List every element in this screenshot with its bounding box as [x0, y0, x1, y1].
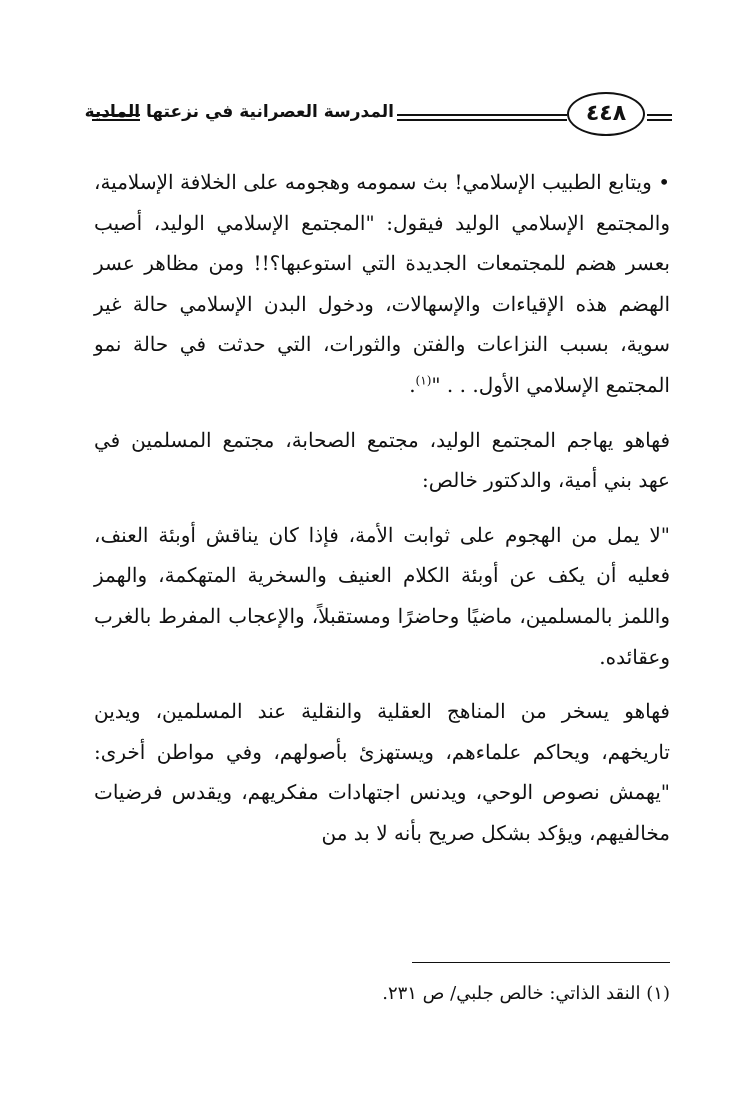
running-header [84, 88, 672, 140]
footnote-reference: (١) [415, 373, 432, 388]
footnote: (١) النقد الذاتي: خالص جلبي/ ص ٢٣١. [382, 983, 670, 1004]
paragraph-4: فهاهو يسخر من المناهج العقلية والنقلية عند المسلمين، ويدين تاريخهم، ويحاكم علماءهم، ويستهزئ بأصولهم، وفي مواطن أخرى: "يهمش نصوص الوحي، ويدنس اجتهادات مفكريهم، ويقدس فرضيات مخالفيهم، ويؤكد بشكل صريح بأنه لا بد من [94, 699, 670, 845]
header-rule-middle [397, 114, 567, 121]
main-text [94, 162, 670, 868]
header-rule-right [647, 114, 672, 121]
paragraph-1 [94, 162, 670, 406]
paragraph-2: فهاهو يهاجم المجتمع الوليد، مجتمع الصحابة، مجتمع المسلمين في عهد بني أمية، والدكتور خالص: [94, 427, 670, 493]
paragraph-3: "لا يمل من الهجوم على ثوابت الأمة، فإذا كان يناقش أوبئة العنف، فعليه أن يكف عن أوبئة الكلام العنيف والسخرية المتهكمة، والهمز واللمز بالمسلمين، ماضيًا وحاضرًا ومستقبلاً، والإعجاب المفرط بالغرب وعقائده. [94, 522, 670, 669]
running-title: المدرسة العصرانية في نزعتها المادية [84, 102, 394, 122]
footnote-separator [412, 962, 670, 963]
paragraph-1-end: . [409, 372, 416, 397]
page-number: ٤٤٨ [567, 92, 645, 136]
paragraph-1-text: • ويتابع الطبيب الإسلامي! بث سمومه وهجومه على الخلافة الإسلامية، والمجتمع الإسلامي الوليد فيقول: "المجتمع الإسلامي الوليد، أصيب بعسر هضم للمجتمعات الجديدة التي استوعبها؟!! ومن مظاهر عسر الهضم هذه الإقياءات والإسهالات، ودخول البدن الإسلامي حالة غير سوية، بسبب النزاعات والفتن والثورات، التي حدثت في حالة نمو المجتمع الإسلامي الأول. . . " [94, 170, 670, 397]
